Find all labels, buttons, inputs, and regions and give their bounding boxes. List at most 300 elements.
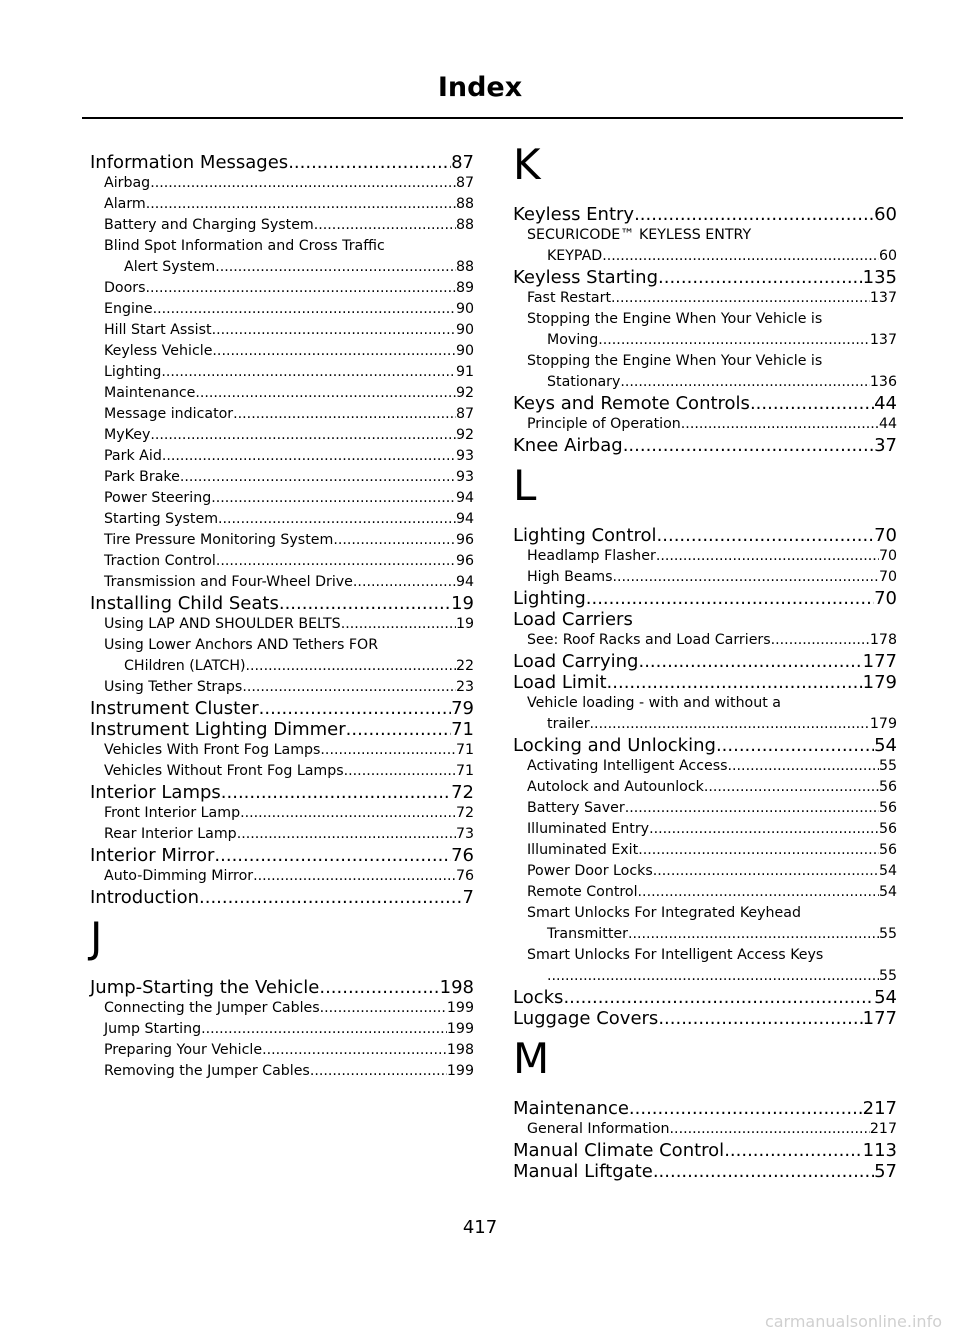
leader-dots (218, 509, 456, 530)
entry-page: 90 (455, 343, 474, 359)
entry-label: Installing Child Seats (90, 593, 279, 614)
index-subentry (513, 414, 897, 435)
entry-label: Keyless Vehicle (104, 343, 213, 359)
entry-page: 73 (455, 826, 474, 842)
entry-page: 56 (878, 800, 897, 816)
entry-label-cont: KEYPAD (547, 248, 603, 264)
leader-dots (162, 446, 456, 467)
index-subentry (90, 803, 474, 824)
leader-dots (161, 362, 456, 383)
index-subentry (513, 798, 897, 819)
leader-dots (750, 393, 874, 414)
index-entry (90, 782, 474, 803)
index-subentry (90, 824, 474, 845)
index-subentry (90, 299, 474, 320)
entry-label: Front Interior Lamp (104, 805, 241, 821)
index-column-left (90, 152, 474, 1082)
index-subentry (90, 866, 474, 887)
index-subentry (90, 446, 474, 467)
leader-dots (221, 782, 451, 803)
entry-page: 44 (874, 393, 897, 414)
index-subentry (90, 425, 474, 446)
index-entry (90, 593, 474, 614)
index-subentry (90, 761, 474, 782)
leader-dots (681, 414, 879, 435)
index-subentry (90, 1040, 474, 1061)
section-letter: M (513, 1034, 550, 1083)
entry-label: Autolock and Autounlock (527, 779, 704, 795)
index-column-right (513, 140, 897, 1182)
leader-dots (320, 998, 447, 1019)
entry-page: 19 (455, 616, 474, 632)
leader-dots (199, 887, 463, 908)
index-subentry (90, 236, 474, 278)
entry-page: 54 (874, 987, 897, 1008)
entry-page: 76 (455, 868, 474, 884)
leader-dots (658, 267, 863, 288)
entry-page: 70 (874, 588, 897, 609)
entry-page: 71 (455, 763, 474, 779)
leader-dots (320, 740, 456, 761)
index-subentry (90, 278, 474, 299)
entry-page: 177 (862, 651, 897, 672)
leader-dots (341, 614, 456, 635)
leader-dots (649, 819, 879, 840)
entry-label: Using Lower Anchors AND Tethers FOR (104, 637, 379, 653)
entry-label: Power Steering (104, 490, 212, 506)
entry-page: 89 (455, 280, 474, 296)
entry-continuation (104, 656, 474, 677)
index-subentry (513, 903, 897, 945)
entry-page: 88 (455, 196, 474, 212)
index-subentry (513, 225, 897, 267)
leader-dots (653, 861, 879, 882)
entry-label: Starting System (104, 511, 219, 527)
index-entry (513, 393, 897, 414)
leader-dots (233, 404, 456, 425)
index-subentry (90, 677, 474, 698)
entry-label: Interior Mirror (90, 845, 215, 866)
index-subentry (513, 351, 897, 393)
entry-page: 96 (455, 553, 474, 569)
index-subentry (90, 1019, 474, 1040)
index-entry (513, 204, 897, 225)
index-subentry (90, 173, 474, 194)
entry-label: SECURICODE™ KEYLESS ENTRY (527, 227, 752, 243)
index-entry (513, 1161, 897, 1182)
entry-label: Load Limit (513, 672, 607, 693)
entry-label: See: Roof Racks and Load Carriers (527, 632, 771, 648)
index-entry (513, 987, 897, 1008)
entry-page: 113 (862, 1140, 897, 1161)
entry-label: Headlamp Flasher (527, 548, 656, 564)
entry-continuation (527, 924, 897, 945)
index-entry (90, 698, 474, 719)
entry-label: Alarm (104, 196, 146, 212)
index-entry (513, 435, 897, 456)
leader-dots (262, 1040, 447, 1061)
entry-label: Vehicle loading - with and without a (527, 695, 781, 711)
entry-page: 55 (878, 968, 897, 984)
leader-dots (153, 299, 456, 320)
entry-label: Hill Start Assist (104, 322, 212, 338)
index-entry (513, 651, 897, 672)
entry-page: 177 (862, 1008, 897, 1029)
entry-label: Transmission and Four-Wheel Drive (104, 574, 353, 590)
index-entry (90, 719, 474, 740)
leader-dots (638, 651, 862, 672)
leader-dots (563, 987, 874, 1008)
entry-label-cont: CHildren (LATCH) (124, 658, 246, 674)
entry-page: 96 (455, 532, 474, 548)
leader-dots (611, 288, 870, 309)
index-subentry (90, 467, 474, 488)
entry-label: Interior Lamps (90, 782, 221, 803)
entry-label: Connecting the Jumper Cables (104, 1000, 320, 1016)
leader-dots (653, 1161, 874, 1182)
entry-label: Manual Climate Control (513, 1140, 725, 1161)
entry-label-cont: Moving (547, 332, 599, 348)
entry-label: Maintenance (104, 385, 196, 401)
title-divider (82, 117, 903, 119)
entry-page: 91 (455, 364, 474, 380)
index-subentry (90, 215, 474, 236)
index-entry (513, 267, 897, 288)
entry-page: 60 (878, 248, 897, 264)
entry-label: Auto-Dimming Mirror (104, 868, 254, 884)
leader-dots (657, 525, 875, 546)
index-entry (513, 672, 897, 693)
leader-dots (201, 1019, 447, 1040)
entry-label: Using Tether Straps (104, 679, 243, 695)
leader-dots (547, 966, 879, 987)
leader-dots (638, 840, 879, 861)
leader-dots (211, 488, 456, 509)
entry-label: Load Carrying (513, 651, 639, 672)
leader-dots (212, 320, 456, 341)
entry-page: 198 (446, 1042, 474, 1058)
entry-label: MyKey (104, 427, 151, 443)
leader-dots (586, 588, 874, 609)
entry-label: Luggage Covers (513, 1008, 659, 1029)
entry-page: 22 (455, 658, 474, 674)
entry-page: 178 (869, 632, 897, 648)
index-subentry (513, 693, 897, 735)
entry-continuation (527, 246, 897, 267)
entry-page: 55 (878, 926, 897, 942)
index-subentry (90, 383, 474, 404)
entry-page: 70 (878, 548, 897, 564)
entry-page: 179 (869, 716, 897, 732)
entry-label: Keys and Remote Controls (513, 393, 750, 414)
leader-dots (212, 341, 456, 362)
entry-page: 37 (874, 435, 897, 456)
entry-continuation (527, 966, 897, 987)
entry-label: Smart Unlocks For Integrated Keyhead (527, 905, 801, 921)
entry-page: 7 (462, 887, 474, 908)
entry-label: Doors (104, 280, 146, 296)
page-number: 417 (462, 1217, 498, 1238)
entry-page: 92 (455, 385, 474, 401)
entry-page: 23 (455, 679, 474, 695)
entry-page: 71 (451, 719, 474, 740)
entry-label: Stopping the Engine When Your Vehicle is (527, 353, 823, 369)
entry-page: 93 (455, 448, 474, 464)
leader-dots (215, 257, 456, 278)
index-subentry (90, 530, 474, 551)
entry-page: 135 (862, 267, 897, 288)
entry-label: Jump-Starting the Vehicle (90, 977, 320, 998)
index-subentry (90, 740, 474, 761)
leader-dots (670, 1119, 870, 1140)
entry-label: Lighting Control (513, 525, 657, 546)
entry-page: 199 (446, 1021, 474, 1037)
leader-dots (598, 330, 870, 351)
entry-page: 88 (455, 217, 474, 233)
entry-continuation (104, 257, 474, 278)
entry-page: 79 (451, 698, 474, 719)
leader-dots (353, 572, 456, 593)
index-subentry (513, 309, 897, 351)
entry-label: Keyless Starting (513, 267, 658, 288)
leader-dots (314, 215, 456, 236)
entry-label: Illuminated Exit (527, 842, 639, 858)
entry-continuation (527, 330, 897, 351)
entry-label: Information Messages (90, 152, 289, 173)
entry-label: Lighting (104, 364, 162, 380)
index-entry (513, 1140, 897, 1161)
index-entry (513, 525, 897, 546)
index-subentry (513, 1119, 897, 1140)
leader-dots (237, 824, 456, 845)
entry-label: Fast Restart (527, 290, 612, 306)
entry-label: Using LAP AND SHOULDER BELTS (104, 616, 341, 632)
entry-label: Locking and Unlocking (513, 735, 716, 756)
entry-page: 44 (878, 416, 897, 432)
entry-label: Introduction (90, 887, 200, 908)
leader-dots (634, 204, 874, 225)
leader-dots (242, 677, 456, 698)
entry-page: 93 (455, 469, 474, 485)
leader-dots (728, 756, 879, 777)
leader-dots (638, 882, 879, 903)
entry-page: 94 (455, 490, 474, 506)
index-entry (90, 845, 474, 866)
index-subentry (513, 546, 897, 567)
entry-label: Activating Intelligent Access (527, 758, 728, 774)
index-entry (90, 152, 474, 173)
index-subentry (513, 819, 897, 840)
leader-dots (628, 924, 879, 945)
leader-dots (240, 803, 456, 824)
leader-dots (288, 152, 451, 173)
entry-label: Manual Liftgate (513, 1161, 653, 1182)
leader-dots (319, 977, 439, 998)
entry-label: Message indicator (104, 406, 234, 422)
leader-dots (259, 698, 451, 719)
entry-label: General Information (527, 1121, 670, 1137)
leader-dots (656, 546, 879, 567)
leader-dots (629, 1098, 863, 1119)
index-entry (513, 1008, 897, 1029)
entry-continuation (527, 372, 897, 393)
leader-dots (146, 278, 456, 299)
index-entry (513, 1098, 897, 1119)
entry-page: 90 (455, 322, 474, 338)
entry-page: 87 (455, 175, 474, 191)
entry-label: Stopping the Engine When Your Vehicle is (527, 311, 823, 327)
entry-label: Vehicles Without Front Fog Lamps (104, 763, 344, 779)
leader-dots (704, 777, 879, 798)
index-entry (513, 588, 897, 609)
leader-dots (346, 719, 451, 740)
leader-dots (625, 798, 879, 819)
leader-dots (214, 845, 451, 866)
entry-label-cont: Transmitter (547, 926, 628, 942)
entry-page: 87 (451, 152, 474, 173)
leader-dots (590, 714, 870, 735)
index-subentry (90, 572, 474, 593)
entry-page: 19 (451, 593, 474, 614)
entry-label: Park Aid (104, 448, 162, 464)
entry-label-cont: Stationary (547, 374, 621, 390)
index-subentry (90, 614, 474, 635)
entry-label: Vehicles With Front Fog Lamps (104, 742, 321, 758)
entry-page: 55 (878, 758, 897, 774)
index-subentry (513, 861, 897, 882)
section-letter: L (513, 461, 537, 510)
entry-page: 136 (869, 374, 897, 390)
leader-dots (344, 761, 456, 782)
index-subentry (513, 882, 897, 903)
index-subentry (513, 567, 897, 588)
index-entry (90, 887, 474, 908)
entry-label: Airbag (104, 175, 151, 191)
entry-label: Park Brake (104, 469, 180, 485)
index-subentry (513, 630, 897, 651)
index-subentry (90, 320, 474, 341)
entry-page: 70 (878, 569, 897, 585)
entry-label: Rear Interior Lamp (104, 826, 237, 842)
index-entry (90, 977, 474, 998)
leader-dots (180, 467, 456, 488)
entry-label: Illuminated Entry (527, 821, 650, 837)
entry-label: Battery and Charging System (104, 217, 314, 233)
index-subentry (513, 945, 897, 987)
index-entry (513, 735, 897, 756)
entry-label: Tire Pressure Monitoring System (104, 532, 334, 548)
leader-dots (279, 593, 451, 614)
entry-label: Locks (513, 987, 564, 1008)
entry-page: 72 (455, 805, 474, 821)
entry-label: Maintenance (513, 1098, 629, 1119)
index-subentry (90, 1061, 474, 1082)
index-entry (513, 609, 897, 630)
entry-page: 217 (862, 1098, 897, 1119)
entry-label: High Beams (527, 569, 613, 585)
entry-page: 94 (455, 511, 474, 527)
entry-page: 179 (862, 672, 897, 693)
entry-page: 76 (451, 845, 474, 866)
entry-page: 56 (878, 779, 897, 795)
index-subentry (90, 362, 474, 383)
index-subentry (90, 194, 474, 215)
leader-dots (146, 194, 456, 215)
entry-label: Principle of Operation (527, 416, 681, 432)
entry-page: 54 (874, 735, 897, 756)
entry-label: Jump Starting (104, 1021, 202, 1037)
entry-label: Preparing Your Vehicle (104, 1042, 263, 1058)
leader-dots (246, 656, 456, 677)
entry-label: Engine (104, 301, 153, 317)
entry-label: Power Door Locks (527, 863, 653, 879)
watermark: carmanualsonline.info (764, 1312, 942, 1331)
leader-dots (620, 372, 870, 393)
entry-label: Knee Airbag (513, 435, 623, 456)
entry-page: 92 (455, 427, 474, 443)
entry-page: 56 (878, 842, 897, 858)
index-subentry (90, 998, 474, 1019)
entry-label: Smart Unlocks For Intelligent Access Keys (527, 947, 824, 963)
entry-page: 198 (439, 977, 474, 998)
index-subentry (90, 404, 474, 425)
index-subentry (513, 756, 897, 777)
leader-dots (724, 1140, 862, 1161)
leader-dots (623, 435, 874, 456)
entry-page: 56 (878, 821, 897, 837)
index-subentry (513, 288, 897, 309)
entry-continuation (527, 714, 897, 735)
entry-page: 71 (455, 742, 474, 758)
leader-dots (771, 630, 870, 651)
leader-dots (253, 866, 456, 887)
index-subentry (513, 840, 897, 861)
leader-dots (150, 173, 456, 194)
entry-page: 88 (455, 259, 474, 275)
entry-page: 199 (446, 1063, 474, 1079)
leader-dots (195, 383, 456, 404)
entry-page: 54 (878, 884, 897, 900)
entry-label: Instrument Lighting Dimmer (90, 719, 346, 740)
entry-page: 60 (874, 204, 897, 225)
entry-label-cont: trailer (547, 716, 590, 732)
entry-page: 90 (455, 301, 474, 317)
entry-label: Removing the Jumper Cables (104, 1063, 310, 1079)
entry-page: 137 (869, 290, 897, 306)
entry-page: 57 (874, 1161, 897, 1182)
entry-label: Blind Spot Information and Cross Traffic (104, 238, 385, 254)
index-subentry (90, 488, 474, 509)
index-subentry (90, 635, 474, 677)
index-subentry (90, 509, 474, 530)
entry-page: 137 (869, 332, 897, 348)
section-letter: K (513, 140, 541, 189)
entry-label: Battery Saver (527, 800, 625, 816)
entry-label: Lighting (513, 588, 586, 609)
leader-dots (716, 735, 874, 756)
leader-dots (310, 1061, 447, 1082)
leader-dots (602, 246, 879, 267)
leader-dots (333, 530, 456, 551)
entry-page: 94 (455, 574, 474, 590)
entry-label: Keyless Entry (513, 204, 635, 225)
section-letter: J (90, 913, 103, 962)
entry-page: 54 (878, 863, 897, 879)
entry-label: Load Carriers (513, 609, 633, 630)
entry-label: Remote Control (527, 884, 638, 900)
entry-label-cont: Alert System (124, 259, 216, 275)
leader-dots (216, 551, 456, 572)
